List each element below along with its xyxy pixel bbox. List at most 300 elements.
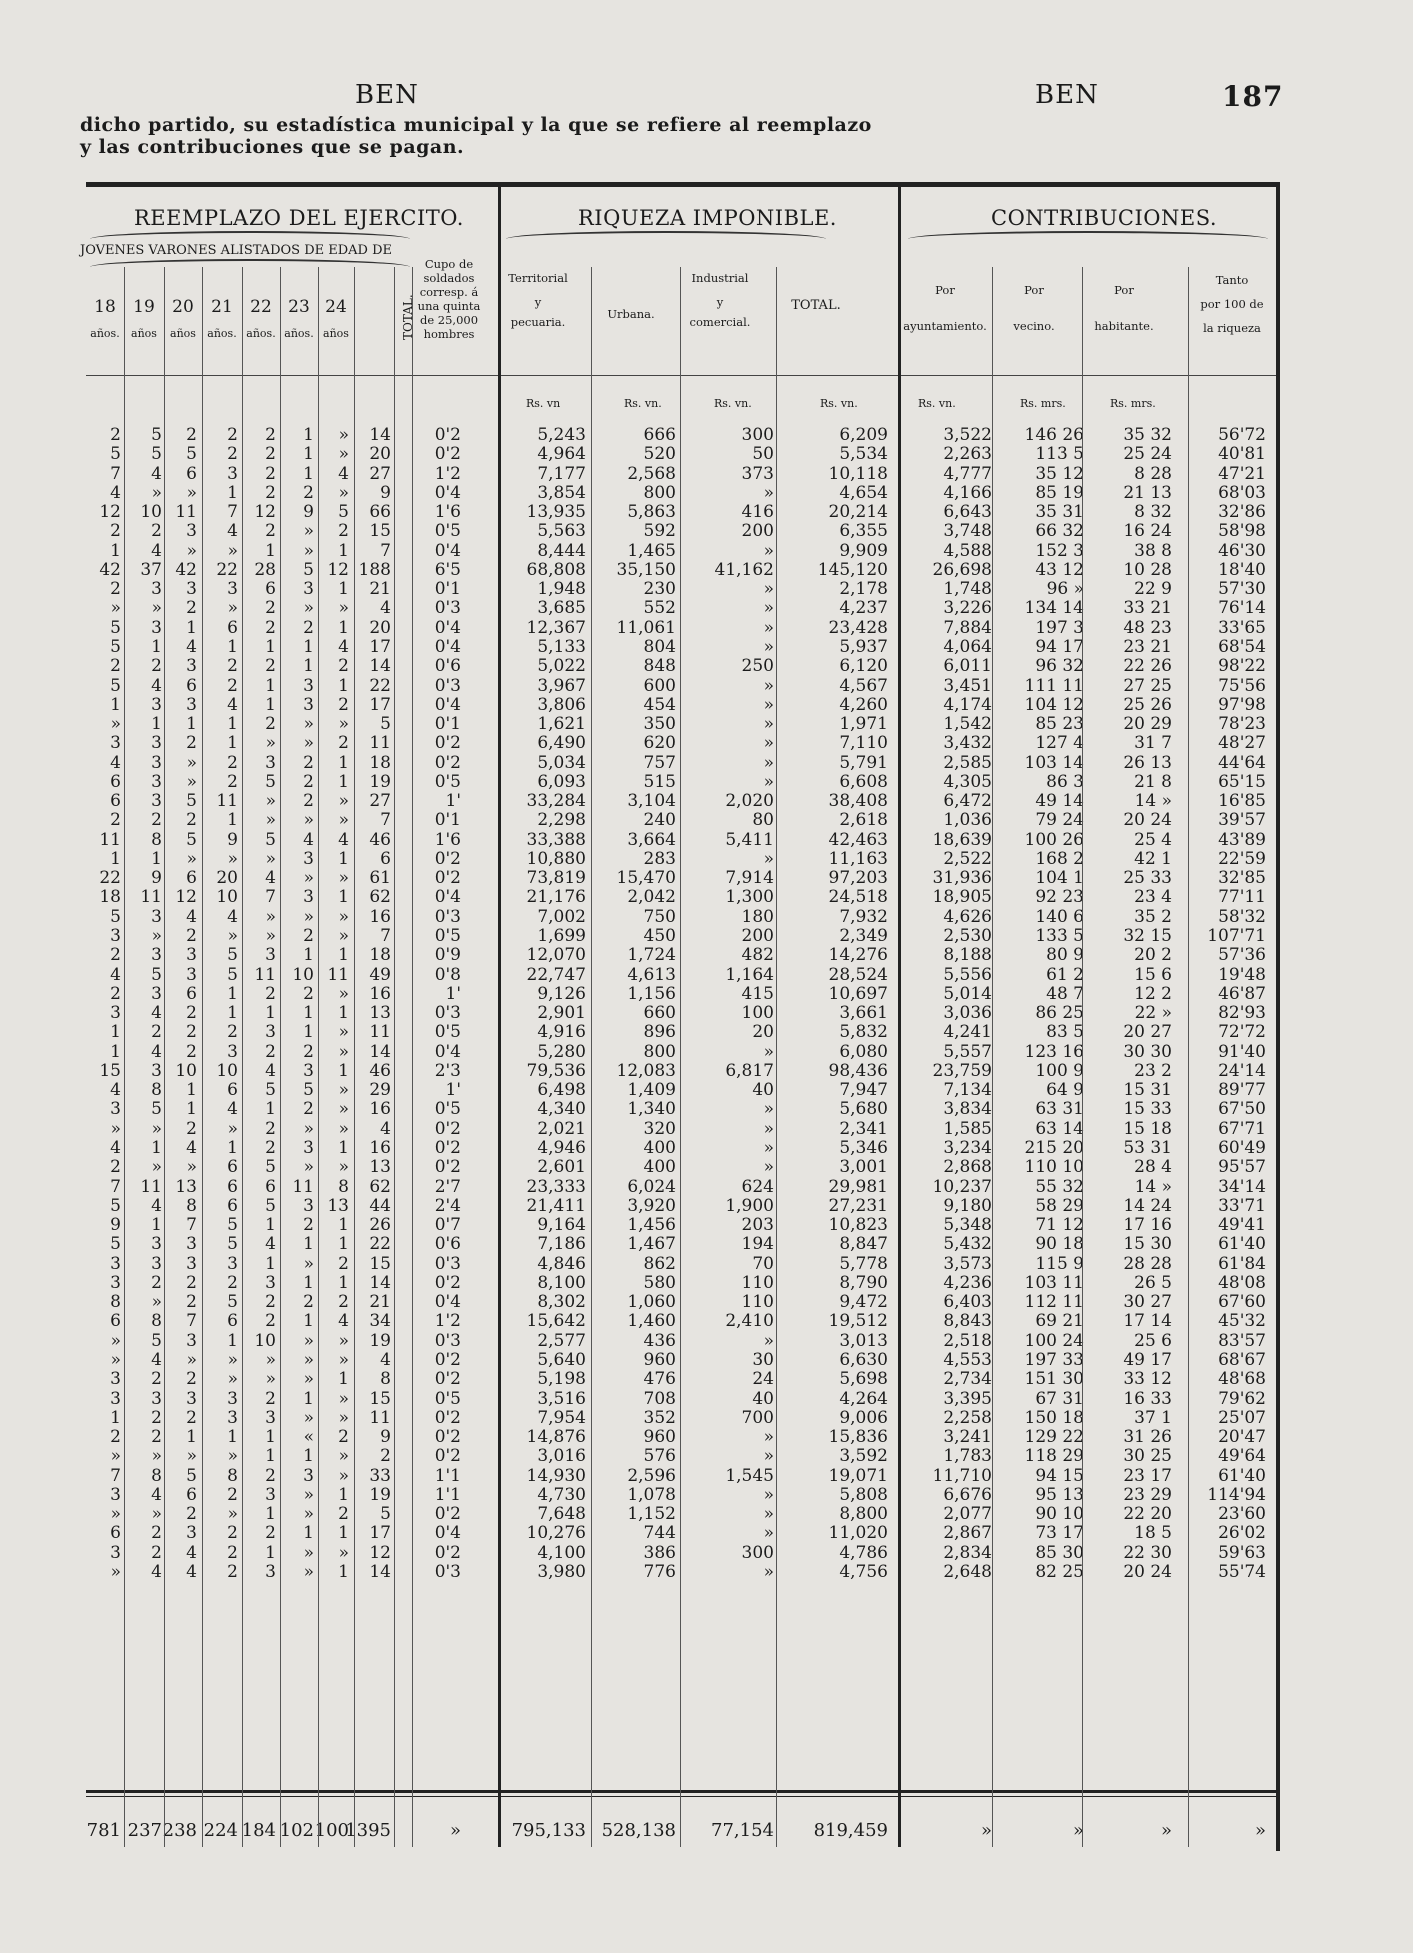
table-cell: 6,817 bbox=[725, 1060, 774, 1081]
table-cell: 42,463 bbox=[828, 829, 888, 850]
table-cell: 8 32 bbox=[1134, 502, 1172, 523]
table-cell: 1 bbox=[110, 540, 121, 561]
age-column-header bbox=[318, 297, 354, 340]
table-cell: 35 31 bbox=[1035, 502, 1084, 523]
table-cell: » bbox=[338, 598, 349, 619]
table-cell: 61 bbox=[369, 868, 391, 889]
table-cell: » bbox=[763, 636, 774, 657]
table-row bbox=[86, 1311, 1276, 1330]
table-cell: 114'94 bbox=[1207, 1484, 1266, 1505]
table-cell: 194 bbox=[741, 1234, 774, 1255]
table-cell: 1'1 bbox=[434, 1465, 461, 1486]
table-cell: 5,411 bbox=[725, 829, 774, 850]
table-cell: 86 3 bbox=[1046, 771, 1084, 792]
table-cell: 320 bbox=[643, 1118, 676, 1139]
table-cell: 3 bbox=[110, 1369, 121, 1390]
table-cell: 0'4 bbox=[434, 617, 461, 638]
table-cell: 620 bbox=[643, 733, 676, 754]
table-cell: 33,284 bbox=[526, 791, 586, 812]
table-cell: 7 bbox=[110, 1465, 121, 1486]
table-cell: 21,411 bbox=[526, 1195, 586, 1216]
table-cell: 0'2 bbox=[434, 1504, 461, 1525]
table-cell: 6,403 bbox=[943, 1292, 992, 1313]
table-cell: 3 bbox=[265, 752, 276, 773]
column-rule bbox=[164, 267, 165, 1847]
table-cell: 862 bbox=[643, 1253, 676, 1274]
table-cell: 708 bbox=[643, 1388, 676, 1409]
table-cell: 2 bbox=[338, 656, 349, 677]
table-cell: 6 bbox=[227, 1311, 238, 1332]
table-cell: 113 5 bbox=[1035, 444, 1084, 465]
table-cell: 77'11 bbox=[1218, 887, 1266, 908]
table-cell: 27 bbox=[369, 463, 391, 484]
table-cell: 0'2 bbox=[434, 1446, 461, 1467]
table-cell: 4,237 bbox=[839, 598, 888, 619]
table-cell: 2,734 bbox=[943, 1369, 992, 1390]
table-cell: 2 bbox=[338, 1292, 349, 1313]
table-cell: 2 bbox=[338, 694, 349, 715]
table-cell: 2 bbox=[265, 444, 276, 465]
table-cell: 63 14 bbox=[1035, 1118, 1084, 1139]
table-cell: 22 26 bbox=[1123, 656, 1172, 677]
table-cell: 2 bbox=[265, 482, 276, 503]
table-cell: 11 bbox=[140, 887, 162, 908]
table-row bbox=[86, 1331, 1276, 1350]
table-cell: 2 bbox=[303, 752, 314, 773]
table-cell: » bbox=[338, 1330, 349, 1351]
table-cell: 1 bbox=[265, 1446, 276, 1467]
table-cell: » bbox=[227, 540, 238, 561]
table-cell: 14 bbox=[369, 425, 391, 445]
table-cell: » bbox=[110, 598, 121, 619]
table-cell: 350 bbox=[643, 714, 676, 735]
table-row bbox=[86, 1119, 1276, 1138]
table-row bbox=[86, 1022, 1276, 1041]
table-cell: 1 bbox=[265, 1253, 276, 1274]
table-cell: 4 bbox=[265, 868, 276, 889]
table-cell: 7,947 bbox=[839, 1080, 888, 1101]
table-cell: 3 bbox=[151, 579, 162, 600]
table-cell: 35 2 bbox=[1134, 906, 1172, 927]
table-cell: 3,920 bbox=[627, 1195, 676, 1216]
table-cell: 4,613 bbox=[627, 964, 676, 985]
table-cell: 5 bbox=[265, 1157, 276, 1178]
table-cell: 45'32 bbox=[1218, 1311, 1266, 1332]
table-cell: 1 bbox=[338, 579, 349, 600]
table-cell: 111 11 bbox=[1024, 675, 1084, 696]
table-cell: 13 bbox=[369, 1157, 391, 1178]
table-cell: 2 bbox=[186, 425, 197, 445]
table-cell: 34 bbox=[369, 1311, 391, 1332]
table-cell: 67'60 bbox=[1218, 1292, 1266, 1313]
table-cell: 18,905 bbox=[932, 887, 992, 908]
column-rule bbox=[242, 267, 243, 1847]
table-cell: 12,367 bbox=[526, 617, 586, 638]
table-cell: 5 bbox=[110, 636, 121, 657]
table-cell: « bbox=[303, 1427, 314, 1448]
table-cell: 98,436 bbox=[828, 1060, 888, 1081]
table-cell: 4,260 bbox=[839, 694, 888, 715]
table-cell: 2 bbox=[265, 1465, 276, 1486]
table-cell: 0'4 bbox=[434, 540, 461, 561]
table-cell: » bbox=[338, 1407, 349, 1428]
table-cell: » bbox=[338, 1041, 349, 1062]
table-cell: 3 bbox=[151, 694, 162, 715]
table-cell: 0'5 bbox=[434, 771, 461, 792]
table-cell: 197 3 bbox=[1035, 617, 1084, 638]
table-cell: 515 bbox=[643, 771, 676, 792]
table-cell: 1,585 bbox=[943, 1118, 992, 1139]
table-cell: 20 24 bbox=[1123, 810, 1172, 831]
table-cell: 20 bbox=[752, 1022, 774, 1043]
table-cell: 2 bbox=[110, 1427, 121, 1448]
table-cell: » bbox=[110, 1446, 121, 1467]
age-column-header bbox=[86, 297, 124, 340]
table-cell: » bbox=[186, 1157, 197, 1178]
table-cell: 8,847 bbox=[839, 1234, 888, 1255]
table-cell: 3 bbox=[151, 906, 162, 927]
table-cell: 69 21 bbox=[1035, 1311, 1084, 1332]
table-cell: 2,263 bbox=[943, 444, 992, 465]
table-cell: 436 bbox=[643, 1330, 676, 1351]
table-cell: 94 17 bbox=[1035, 636, 1084, 657]
table-cell: » bbox=[110, 714, 121, 735]
table-cell: 5,034 bbox=[537, 752, 586, 773]
table-cell: 14,930 bbox=[526, 1465, 586, 1486]
table-cell: 2 bbox=[303, 983, 314, 1004]
table-cell: 4 bbox=[227, 694, 238, 715]
table-cell: 6,676 bbox=[943, 1484, 992, 1505]
table-cell: 23 17 bbox=[1123, 1465, 1172, 1486]
table-cell: 40'81 bbox=[1218, 444, 1266, 465]
table-cell: » bbox=[763, 752, 774, 773]
group-title-contribuciones: CONTRIBUCIONES. bbox=[991, 206, 1218, 230]
table-cell: 13 bbox=[175, 1176, 197, 1197]
table-cell: 32'86 bbox=[1218, 502, 1266, 523]
table-cell: » bbox=[303, 1504, 314, 1525]
table-cell: 3 bbox=[265, 1407, 276, 1428]
group-title-riqueza: RIQUEZA IMPONIBLE. bbox=[578, 206, 837, 230]
table-row bbox=[86, 772, 1276, 791]
table-cell: 4 bbox=[151, 1484, 162, 1505]
table-cell: 3,967 bbox=[537, 675, 586, 696]
table-cell: 68'03 bbox=[1218, 482, 1266, 503]
table-cell: 9,909 bbox=[839, 540, 888, 561]
table-cell: 5 bbox=[110, 675, 121, 696]
table-cell: 528,138 bbox=[601, 1820, 676, 1841]
table-cell: 9,164 bbox=[537, 1215, 586, 1236]
table-cell: 15 bbox=[369, 1388, 391, 1409]
table-row bbox=[86, 1157, 1276, 1176]
table-cell: 16 24 bbox=[1123, 521, 1172, 542]
table-cell: 3 bbox=[303, 1465, 314, 1486]
table-cell: 61 2 bbox=[1046, 964, 1084, 985]
header-line: Industrial bbox=[691, 271, 749, 285]
table-cell: 3 bbox=[151, 733, 162, 754]
table-cell: 3 bbox=[265, 1484, 276, 1505]
column-rule bbox=[412, 267, 413, 1847]
table-cell: 23,333 bbox=[526, 1176, 586, 1197]
table-cell: 4,730 bbox=[537, 1484, 586, 1505]
table-cell: 33'65 bbox=[1218, 617, 1266, 638]
table-cell: 2 bbox=[151, 1427, 162, 1448]
table-cell: 22'59 bbox=[1218, 848, 1266, 869]
table-cell: 5 bbox=[227, 1234, 238, 1255]
table-cell: 1'2 bbox=[434, 1311, 461, 1332]
table-cell: 4,264 bbox=[839, 1388, 888, 1409]
table-cell: 1 bbox=[338, 1484, 349, 1505]
table-cell: 6,630 bbox=[839, 1349, 888, 1370]
subgroup-title: JOVENES VARONES ALISTADOS DE EDAD DE bbox=[80, 243, 393, 258]
table-cell: 2 bbox=[110, 521, 121, 542]
table-cell: 744 bbox=[643, 1523, 676, 1544]
table-cell: 2 bbox=[186, 810, 197, 831]
table-cell: 8,188 bbox=[943, 945, 992, 966]
table-cell: » bbox=[265, 791, 276, 812]
table-cell: 14,276 bbox=[828, 945, 888, 966]
table-cell: 19,071 bbox=[828, 1465, 888, 1486]
table-cell: 1,164 bbox=[725, 964, 774, 985]
column-rule bbox=[354, 267, 355, 1847]
header-line: vecino. bbox=[1013, 319, 1055, 333]
table-cell: » bbox=[110, 1504, 121, 1525]
table-cell: 50 bbox=[752, 444, 774, 465]
table-cell: 24,518 bbox=[828, 887, 888, 908]
table-cell: » bbox=[763, 1118, 774, 1139]
table-cell: 107'71 bbox=[1207, 926, 1266, 947]
table-cell: 94 15 bbox=[1035, 1465, 1084, 1486]
table-cell: 5 bbox=[265, 829, 276, 850]
table-cell: » bbox=[227, 598, 238, 619]
table-cell: 2,901 bbox=[537, 1003, 586, 1024]
table-cell: 1 bbox=[186, 617, 197, 638]
table-cell: 3 bbox=[303, 579, 314, 600]
table-cell: 8 bbox=[227, 1465, 238, 1486]
table-cell: 22 9 bbox=[1134, 579, 1172, 600]
table-cell: 1 bbox=[303, 444, 314, 465]
age-unit: años. bbox=[284, 327, 314, 340]
table-cell: 8,790 bbox=[839, 1272, 888, 1293]
table-cell: 2 bbox=[265, 1118, 276, 1139]
table-row bbox=[86, 1099, 1276, 1118]
header-cupo-line: soldados bbox=[423, 271, 475, 285]
table-cell: 6,080 bbox=[839, 1041, 888, 1062]
age-unit: años. bbox=[90, 327, 120, 340]
table-cell: 819,459 bbox=[813, 1820, 888, 1841]
table-cell: 1'1 bbox=[434, 1484, 461, 1505]
table-cell: 82 25 bbox=[1035, 1561, 1084, 1582]
table-cell: 5 bbox=[186, 1465, 197, 1486]
table-cell: 2,648 bbox=[943, 1561, 992, 1582]
header-line: Por bbox=[935, 283, 955, 297]
table-cell: 666 bbox=[643, 425, 676, 445]
table-cell: 4 bbox=[303, 829, 314, 850]
table-cell: 76'14 bbox=[1218, 598, 1266, 619]
table-cell: 1 bbox=[110, 1022, 121, 1043]
table-cell: 2 bbox=[186, 1369, 197, 1390]
table-cell: 90 10 bbox=[1035, 1504, 1084, 1525]
table-cell: 5,534 bbox=[839, 444, 888, 465]
table-cell: 6 bbox=[227, 617, 238, 638]
table-row bbox=[86, 753, 1276, 772]
table-cell: 11,710 bbox=[932, 1465, 992, 1486]
table-cell: 2 bbox=[265, 1311, 276, 1332]
table-cell: 6 bbox=[186, 463, 197, 484]
table-cell: 2 bbox=[186, 733, 197, 754]
table-cell: 17 bbox=[369, 694, 391, 715]
table-cell: 46'87 bbox=[1218, 983, 1266, 1004]
table-cell: 5 bbox=[110, 1195, 121, 1216]
table-cell: 3 bbox=[227, 1253, 238, 1274]
table-cell: 1 bbox=[338, 752, 349, 773]
column-rule bbox=[776, 267, 777, 1847]
table-cell: 168 2 bbox=[1035, 848, 1084, 869]
table-cell: 0'4 bbox=[434, 636, 461, 657]
table-cell: 49'41 bbox=[1218, 1215, 1266, 1236]
table-cell: 0'2 bbox=[434, 1369, 461, 1390]
table-cell: 0'3 bbox=[434, 598, 461, 619]
table-cell: 4,756 bbox=[839, 1561, 888, 1582]
table-cell: 4 bbox=[151, 1195, 162, 1216]
table-row bbox=[86, 1446, 1276, 1465]
intro-text bbox=[80, 114, 1000, 158]
table-cell: 25'07 bbox=[1218, 1407, 1266, 1428]
table-cell: 1,724 bbox=[627, 945, 676, 966]
table-cell: 5,133 bbox=[537, 636, 586, 657]
table-cell: 1,300 bbox=[725, 887, 774, 908]
table-cell: 1,467 bbox=[627, 1234, 676, 1255]
table-cell: 73,819 bbox=[526, 868, 586, 889]
table-cell: 2 bbox=[303, 771, 314, 792]
table-cell: 1 bbox=[338, 887, 349, 908]
table-cell: 5,791 bbox=[839, 752, 888, 773]
table-cell: 1,621 bbox=[537, 714, 586, 735]
table-cell: 11 bbox=[216, 791, 238, 812]
table-cell: 6,498 bbox=[537, 1080, 586, 1101]
table-cell: 8 bbox=[380, 1369, 391, 1390]
table-cell: 20 24 bbox=[1123, 1561, 1172, 1582]
table-cell: 6 bbox=[186, 868, 197, 889]
table-cell: 65'15 bbox=[1218, 771, 1266, 792]
table-cell: 1,783 bbox=[943, 1446, 992, 1467]
table-cell: 3,522 bbox=[943, 425, 992, 445]
table-cell: 2,601 bbox=[537, 1157, 586, 1178]
table-cell: 4 bbox=[186, 1561, 197, 1582]
table-cell: 22 bbox=[99, 868, 121, 889]
unit-urbana: Rs. vn. bbox=[624, 397, 662, 410]
table-cell: 4 bbox=[265, 1060, 276, 1081]
table-cell: 1 bbox=[338, 1272, 349, 1293]
table-cell: 7 bbox=[186, 1311, 197, 1332]
table-cell: » bbox=[449, 1820, 461, 1841]
table-cell: 0'1 bbox=[434, 714, 461, 735]
table-cell: 3,104 bbox=[627, 791, 676, 812]
table-cell: 624 bbox=[741, 1176, 774, 1197]
table-cell: 1 bbox=[303, 945, 314, 966]
table-cell: 0'4 bbox=[434, 1523, 461, 1544]
header-total-alistados: TOTAL. bbox=[401, 294, 415, 340]
table-cell: 96 32 bbox=[1035, 656, 1084, 677]
table-cell: 23,759 bbox=[932, 1060, 992, 1081]
table-cell: 14 » bbox=[1134, 1176, 1172, 1197]
table-cell: » bbox=[265, 1349, 276, 1370]
table-cell: 23 2 bbox=[1134, 1060, 1172, 1081]
table-cell: 454 bbox=[643, 694, 676, 715]
table-cell: » bbox=[227, 848, 238, 869]
table-cell: 3 bbox=[186, 964, 197, 985]
age-unit: años bbox=[170, 327, 196, 340]
table-cell: 3 bbox=[303, 694, 314, 715]
table-row bbox=[86, 926, 1276, 945]
table-cell: 2 bbox=[265, 425, 276, 445]
table-cell: 14,876 bbox=[526, 1427, 586, 1448]
table-cell: 1,542 bbox=[943, 714, 992, 735]
age-unit: años bbox=[323, 327, 349, 340]
table-cell: 4,916 bbox=[537, 1022, 586, 1043]
table-cell: 22,747 bbox=[526, 964, 586, 985]
table-cell: 15 30 bbox=[1123, 1234, 1172, 1255]
table-cell: 19 bbox=[369, 1330, 391, 1351]
table-cell: 110 10 bbox=[1024, 1157, 1084, 1178]
table-cell: 1 bbox=[303, 1003, 314, 1024]
table-cell: 2 bbox=[338, 521, 349, 542]
table-cell: 10 bbox=[216, 887, 238, 908]
table-cell: 17 16 bbox=[1123, 1215, 1172, 1236]
table-cell: 4 bbox=[151, 1041, 162, 1062]
table-cell: 15 bbox=[99, 1060, 121, 1081]
table-cell: 5,348 bbox=[943, 1215, 992, 1236]
table-row bbox=[86, 656, 1276, 675]
table-cell: 2,618 bbox=[839, 810, 888, 831]
brace-riqueza bbox=[506, 231, 826, 247]
table-cell: 3,013 bbox=[839, 1330, 888, 1351]
column-rule bbox=[898, 187, 901, 1847]
table-cell: 57'36 bbox=[1218, 945, 1266, 966]
table-cell: 215 20 bbox=[1024, 1137, 1084, 1158]
table-cell: 12 bbox=[254, 502, 276, 523]
unit-ayuntamiento: Rs. vn. bbox=[918, 397, 956, 410]
table-cell: 5,198 bbox=[537, 1369, 586, 1390]
table-cell: 10,697 bbox=[828, 983, 888, 1004]
unit-total: Rs. vn. bbox=[820, 397, 858, 410]
table-cell: 8,100 bbox=[537, 1272, 586, 1293]
table-cell: 580 bbox=[643, 1272, 676, 1293]
table-cell: 7,110 bbox=[839, 733, 888, 754]
table-cell: 5 bbox=[380, 1504, 391, 1525]
table-cell: 3,664 bbox=[627, 829, 676, 850]
table-row bbox=[86, 1427, 1276, 1446]
table-cell: 1 bbox=[151, 848, 162, 869]
column-rule bbox=[202, 267, 203, 1847]
table-cell: 3 bbox=[110, 1272, 121, 1293]
table-cell: 19,512 bbox=[828, 1311, 888, 1332]
table-cell: 2,077 bbox=[943, 1504, 992, 1525]
table-cell: 1' bbox=[445, 791, 461, 812]
table-cell: 11 bbox=[369, 1022, 391, 1043]
table-cell: 0'2 bbox=[434, 1349, 461, 1370]
table-cell: 11 bbox=[140, 1176, 162, 1197]
table-cell: 8 bbox=[151, 829, 162, 850]
table-cell: 1 bbox=[303, 425, 314, 445]
table-row bbox=[86, 676, 1276, 695]
table-cell: 3,592 bbox=[839, 1446, 888, 1467]
table-cell: 20,214 bbox=[828, 502, 888, 523]
table-cell: 11 bbox=[99, 829, 121, 850]
table-cell: 373 bbox=[741, 463, 774, 484]
table-cell: 34'14 bbox=[1218, 1176, 1266, 1197]
table-cell: 20 29 bbox=[1123, 714, 1172, 735]
table-cell: 4,588 bbox=[943, 540, 992, 561]
